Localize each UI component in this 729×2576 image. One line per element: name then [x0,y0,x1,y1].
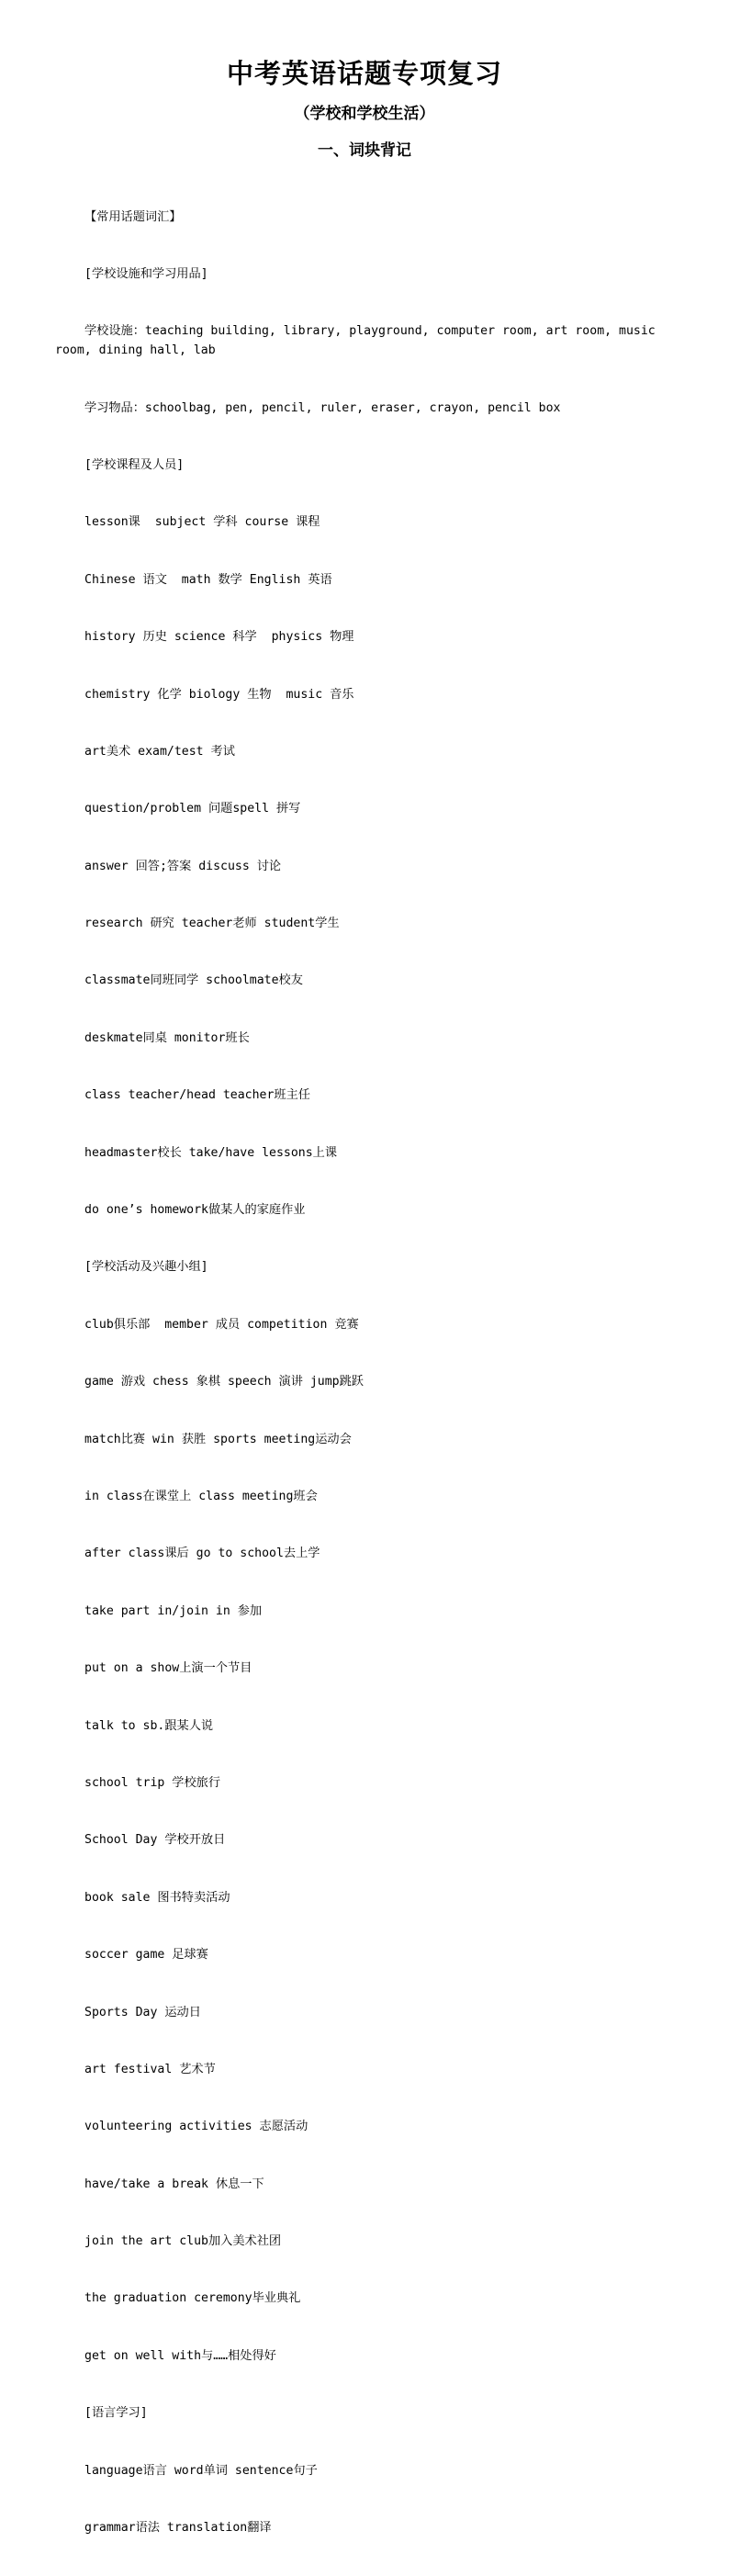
vocab-line: chemistry 化学 biology 生物 music 音乐 [84,687,354,702]
vocab-line: club俱乐部 member 成员 competition 竞赛 [84,1317,359,1332]
category-heading: [学校活动及兴趣小组] [84,1260,208,1275]
category-heading: [学校课程及人员] [84,457,185,472]
category-heading: [学校设施和学习用品] [84,266,208,281]
section-heading: 一、词块背记 [318,141,411,160]
vocab-line: class teacher/head teacher班主任 [84,1088,310,1103]
vocab-line: join the art club加入美术社团 [84,2234,282,2249]
vocab-line: lesson课 subject 学科 course 课程 [84,515,320,530]
vocab-line: art festival 艺术节 [84,2062,216,2076]
vocab-line: headmaster校长 take/have lessons上课 [84,1145,338,1160]
vocab-line: match比赛 win 获胜 sports meeting运动会 [84,1432,352,1446]
category-heading: [语言学习] [84,2406,148,2421]
vocab-line: the graduation ceremony毕业典礼 [84,2291,301,2306]
vocab-line: language语言 word单词 sentence句子 [84,2463,318,2478]
vocab-line: after class课后 go to school去上学 [84,1547,320,1561]
vocab-line: School Day 学校开放日 [84,1833,226,1848]
vocab-line: school trip 学校旅行 [84,1775,221,1790]
vocab-line: do one’s homework做某人的家庭作业 [84,1203,306,1218]
vocab-line: art美术 exam/test 考试 [84,744,235,759]
vocab-line: put on a show上演一个节目 [84,1661,252,1676]
vocab-line: deskmate同桌 monitor班长 [84,1030,250,1045]
vocab-line: volunteering activities 志愿活动 [84,2120,308,2134]
vocab-line: in class在课堂上 class meeting班会 [84,1489,318,1503]
vocab-line: take part in/join in 参加 [84,1603,263,1618]
vocab-line: have/take a break 休息一下 [84,2177,264,2191]
vocab-line: talk to sb.跟某人说 [84,1718,214,1733]
vocab-line: Sports Day 运动日 [84,2005,201,2019]
vocab-line: get on well with与……相处得好 [84,2348,276,2363]
vocab-line: grammar语法 translation翻译 [84,2521,272,2536]
vocab-line: research 研究 teacher老师 student学生 [84,917,340,931]
vocab-line: 学习物品：schoolbag, pen, pencil, ruler, eraser, crayon, pencil box [84,400,561,415]
vocab-line: Chinese 语文 math 数学 English 英语 [84,572,332,587]
document-title: 中考英语话题专项复习 [226,58,502,89]
vocab-line: answer 回答;答案 discuss 讨论 [84,859,282,873]
vocab-line: game 游戏 chess 象棋 speech 演讲 jump跳跃 [84,1375,364,1389]
vocab-line: question/problem 问题spell 拼写 [84,802,301,816]
vocab-line: classmate同班同学 schoolmate校友 [84,973,303,988]
document-subtitle: （学校和学校生活） [294,105,435,123]
vocabulary-body [55,170,679,2576]
vocab-line: 学校设施：teaching building, library, playground, computer room, art room, music room, dining hall, lab [55,324,656,358]
vocab-header: 【常用话题词汇】 [84,209,182,224]
vocab-line: history 历史 science 科学 physics 物理 [84,630,354,645]
vocab-line: soccer game 足球赛 [84,1948,208,1963]
vocab-line: book sale 图书特卖活动 [84,1890,230,1905]
